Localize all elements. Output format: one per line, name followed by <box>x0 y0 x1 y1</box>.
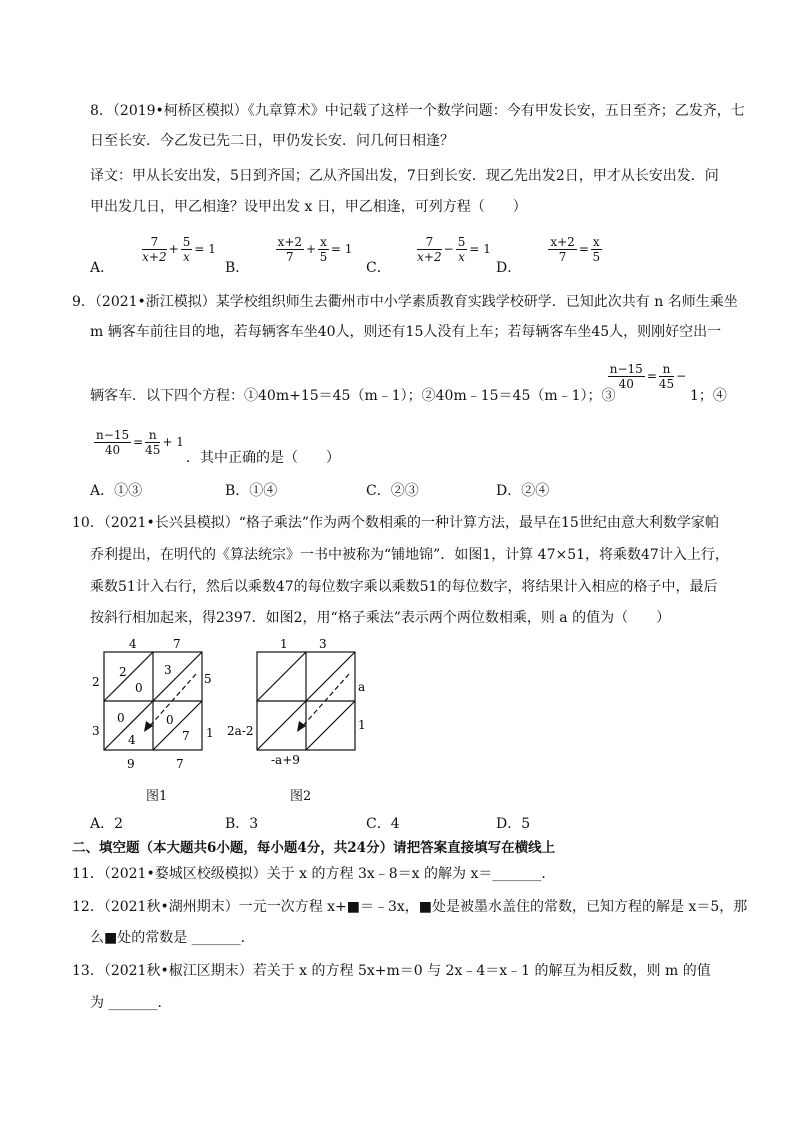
q8-line-1: 8．（2019•柯桥区模拟）《九章算术》中记载了这样一个数学问题：今有甲发长安，五日至齐；乙发齐，七 <box>90 103 745 119</box>
q9-option-d: D．②④ <box>496 483 550 499</box>
q8-option-c-label: C． <box>366 260 391 276</box>
lattice-figure-1 <box>86 632 226 777</box>
fig1-cell-6: 4 <box>128 733 136 747</box>
figure-2-caption: 图2 <box>290 789 312 804</box>
fig1-cell-1: 2 <box>119 665 127 679</box>
fig1-left-2: 3 <box>92 724 100 738</box>
q10-line-4: 按斜行相加起来，得2397．如图2，用“格子乘法”表示两个两位数相乘，则 a 的值为（ ） <box>90 610 671 626</box>
fig2-left: 2a-2 <box>227 724 254 738</box>
fig2-right-2: 1 <box>358 718 366 732</box>
q10-line-3: 乘数51计入右行，然后以乘数47的每位数字乘以乘数51的每位数字，将结果计入相应的格子中，最后 <box>90 579 718 595</box>
q12-line-2: 么■处的常数是 _______． <box>90 930 255 946</box>
q8-line-3: 译文：甲从长安出发，5日到齐国；乙从齐国出发，7日到长安．现乙先出发2日，甲才从长安出发．问 <box>90 168 719 184</box>
fig1-right-1: 5 <box>204 672 212 686</box>
q9-equation-4: $\frac{n-15}{40}$ = $\frac{n}{45}$ + 1 <box>96 428 184 457</box>
q12-line-1: 12．（2021秋•湖州期末）一元一次方程 x+■＝﹣3x，■处是被墨水盖住的常数，已知方程的解是 x＝5，那 <box>72 899 748 915</box>
fig1-cell-8: 7 <box>182 729 190 743</box>
q8-line-2: 日至长安．今乙发已先二日，甲仍发长安．问几何日相逢？ <box>90 133 454 149</box>
fig1-bottom-2: 7 <box>176 757 184 771</box>
fig1-top-1: 4 <box>129 637 137 651</box>
fig1-top-2: 7 <box>173 637 181 651</box>
figure-1-caption: 图1 <box>146 789 168 804</box>
q13-line-1: 13．（2021秋•椒江区期末）若关于 x 的方程 5x+m＝0 与 2x﹣4＝x﹣1 的解互为相反数，则 m 的值 <box>72 963 711 979</box>
q9-option-a: A．①③ <box>90 483 143 499</box>
q8-option-c-equation: $\frac{7}{x+2}$ − $\frac{5}{x}$ = 1 <box>417 235 491 264</box>
fig1-cell-5: 0 <box>117 711 125 725</box>
q8-option-d-equation: $\frac{x+2}{7}$ = $\frac{x}{5}$ <box>550 235 601 264</box>
q10-option-c: C．4 <box>366 816 400 832</box>
q9-line-1: 9．（2021•浙江模拟）某学校组织师生去衢州市中小学素质教育实践学校研学．已知此次共有 n 名师生乘坐 <box>72 294 738 310</box>
q8-option-b-equation: $\frac{x+2}{7}$ + $\frac{x}{5}$ = 1 <box>277 235 353 264</box>
fig1-cell-2: 0 <box>135 681 143 695</box>
q13-line-2: 为 _______． <box>90 995 172 1011</box>
q9-line-2: m 辆客车前往目的地，若每辆客车坐40人，则还有15人没有上车；若每辆客车坐45人，则刚好空出一 <box>90 324 722 340</box>
fig1-right-2: 1 <box>206 726 214 740</box>
fig2-top-2: 3 <box>319 637 327 651</box>
q9-line-3-tail: 1；④ <box>690 388 727 404</box>
section-2-heading: 二、填空题（本大题共6小题，每小题4分，共24分）请把答案直接填写在横线上 <box>72 840 556 856</box>
q9-line-4: ．其中正确的是（ ） <box>186 450 340 466</box>
fig2-right-1: a <box>358 680 366 694</box>
q10-option-b: B．3 <box>225 816 259 832</box>
fig1-left-1: 2 <box>92 675 100 689</box>
fig1-cell-7: 0 <box>166 713 174 727</box>
lattice-figure-2 <box>225 632 375 777</box>
q8-option-a-equation: $\frac{7}{x+2}$ + $\frac{5}{x}$ = 1 <box>142 235 216 264</box>
q9-option-c: C．②③ <box>366 483 419 499</box>
q10-line-1: 10．（2021•长兴县模拟）“格子乘法”作为两个数相乘的一种计算方法，最早在15世纪由意大利数学家帕 <box>72 515 719 531</box>
q10-option-a: A．2 <box>90 816 124 832</box>
fig2-bottom: -a+9 <box>271 753 300 767</box>
q8-option-b-label: B． <box>225 260 250 276</box>
q11-line: 11．（2021•婺城区校级模拟）关于 x 的方程 3x﹣8＝x 的解为 x＝_______． <box>72 866 556 882</box>
fig2-top-1: 1 <box>280 637 288 651</box>
q10-line-2: 乔利提出，在明代的《算法统宗》一书中被称为“铺地锦”．如图1，计算 47×51，将乘数47计入上行， <box>90 547 729 563</box>
q9-line-3: 辆客车．以下四个方程：①40m+15＝45（m﹣1）；②40m﹣15＝45（m﹣1）；③ <box>90 388 616 404</box>
q9-equation-3: $\frac{n-15}{40}$ = $\frac{n}{45}$ − <box>609 362 687 391</box>
q8-option-a-label: A． <box>90 260 115 276</box>
fig1-cell-3: 3 <box>164 663 172 677</box>
q8-line-4: 甲出发几日，甲乙相逢？设甲出发 x 日，甲乙相逢，可列方程（ ） <box>90 199 527 215</box>
fig1-bottom-1: 9 <box>127 757 135 771</box>
q9-option-b: B．①④ <box>225 483 278 499</box>
q8-option-d-label: D． <box>496 260 522 276</box>
q10-option-d: D．5 <box>496 816 531 832</box>
